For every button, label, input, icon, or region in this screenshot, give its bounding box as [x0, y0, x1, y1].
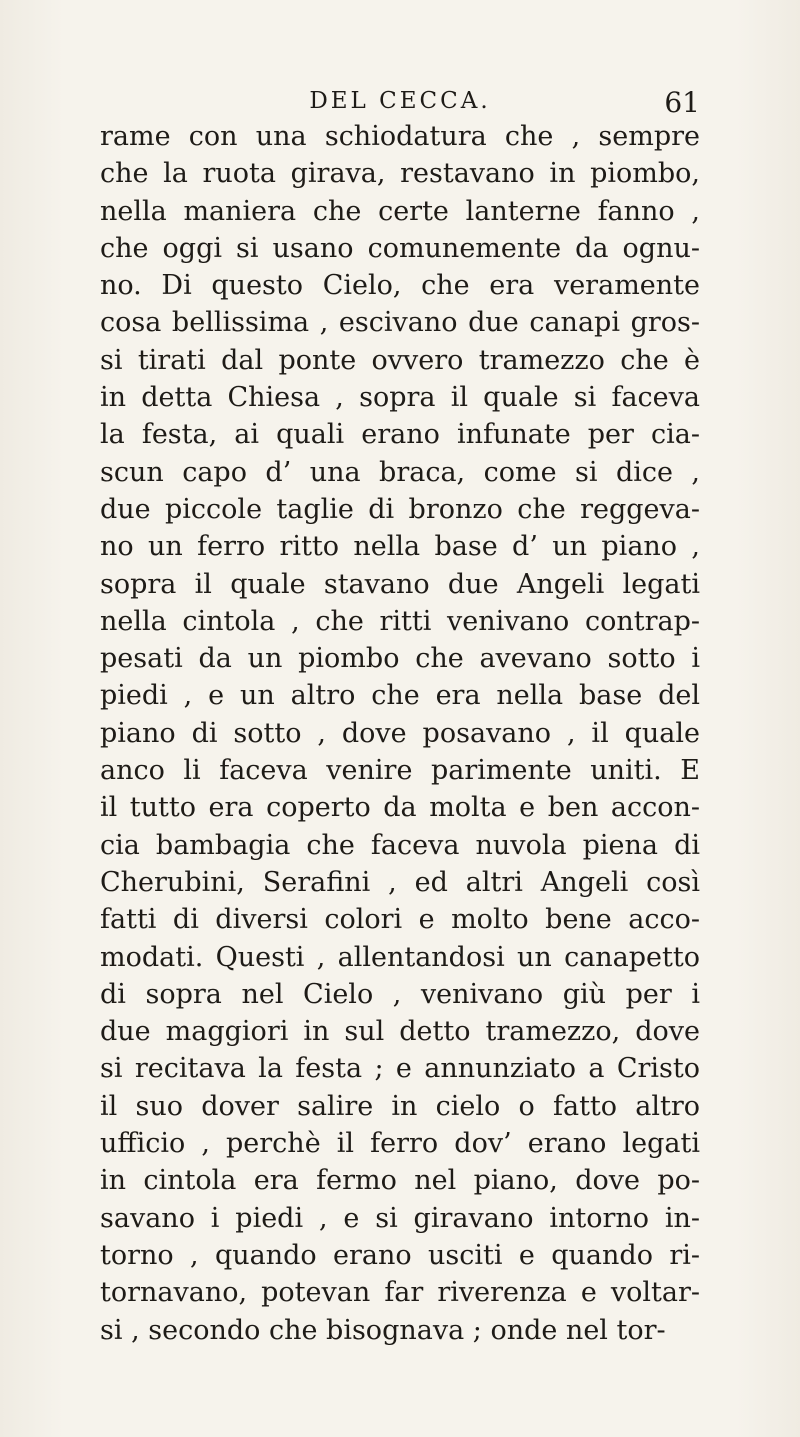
- text-line: cia bambagia che faceva nuvola piena di: [100, 829, 700, 861]
- text-line: cosa bellissima , escivano due canapi gros-: [100, 307, 700, 339]
- text-line: si recitava la festa ; e annunziato a Cristo: [100, 1053, 700, 1085]
- text-line: pesati da un piombo che avevano sotto i: [100, 643, 700, 675]
- text-line: rame con una schiodatura che , sempre: [100, 121, 700, 152]
- text-line: tornavano, potevan far riverenza e voltar-: [100, 1277, 700, 1309]
- text-line: in detta Chiesa , sopra il quale si faceva: [100, 382, 700, 414]
- text-line: savano i piedi , e si giravano intorno in-: [100, 1202, 700, 1234]
- text-line: scun capo d’ una braca, come si dice ,: [100, 456, 700, 488]
- text-line: sopra il quale stavano due Angeli legati: [100, 568, 700, 600]
- body-text: [100, 118, 700, 1349]
- text-line: anco li faceva venire parimente uniti. E: [100, 755, 700, 787]
- text-line: in cintola era fermo nel piano, dove po-: [100, 1165, 700, 1197]
- text-line: modati. Questi , allentandosi un canapetto: [100, 941, 700, 973]
- text-line: nella cintola , che ritti venivano contrap-: [100, 605, 700, 637]
- running-head: DEL CECCA.: [309, 88, 491, 114]
- text-line: Cherubini, Serafini , ed altri Angeli così: [100, 866, 700, 898]
- text-line: che oggi si usano comunemente da ognu-: [100, 232, 700, 264]
- text-line: piano di sotto , dove posavano , il quale: [100, 717, 700, 749]
- text-line: che la ruota girava, restavano in piombo,: [100, 158, 700, 190]
- page-number: 61: [664, 86, 700, 119]
- text-line: no un ferro ritto nella base d’ un piano ,: [100, 531, 700, 563]
- text-line: la festa, ai quali erano infunate per cia-: [100, 419, 700, 451]
- text-line: il suo dover salire in cielo o fatto altro: [100, 1090, 700, 1122]
- text-line: due piccole taglie di bronzo che reggeva-: [100, 493, 700, 525]
- text-line: piedi , e un altro che era nella base del: [100, 680, 700, 712]
- text-line: due maggiori in sul detto tramezzo, dove: [100, 1016, 700, 1048]
- text-line: fatti di diversi colori e molto bene acco-: [100, 904, 700, 936]
- text-line: torno , quando erano usciti e quando ri-: [100, 1239, 700, 1271]
- text-line: ufficio , perchè il ferro dov’ erano legati: [100, 1128, 700, 1160]
- text-line: di sopra nel Cielo , venivano giù per i: [100, 978, 700, 1010]
- text-line: si , secondo che bisognava ; onde nel tor-: [100, 1314, 666, 1346]
- text-line: il tutto era coperto da molta e ben accon-: [100, 792, 700, 824]
- text-line: nella maniera che certe lanterne fanno ,: [100, 195, 700, 227]
- text-line: si tirati dal ponte ovvero tramezzo che è: [100, 344, 700, 376]
- text-line: no. Di questo Cielo, che era veramente: [100, 270, 700, 302]
